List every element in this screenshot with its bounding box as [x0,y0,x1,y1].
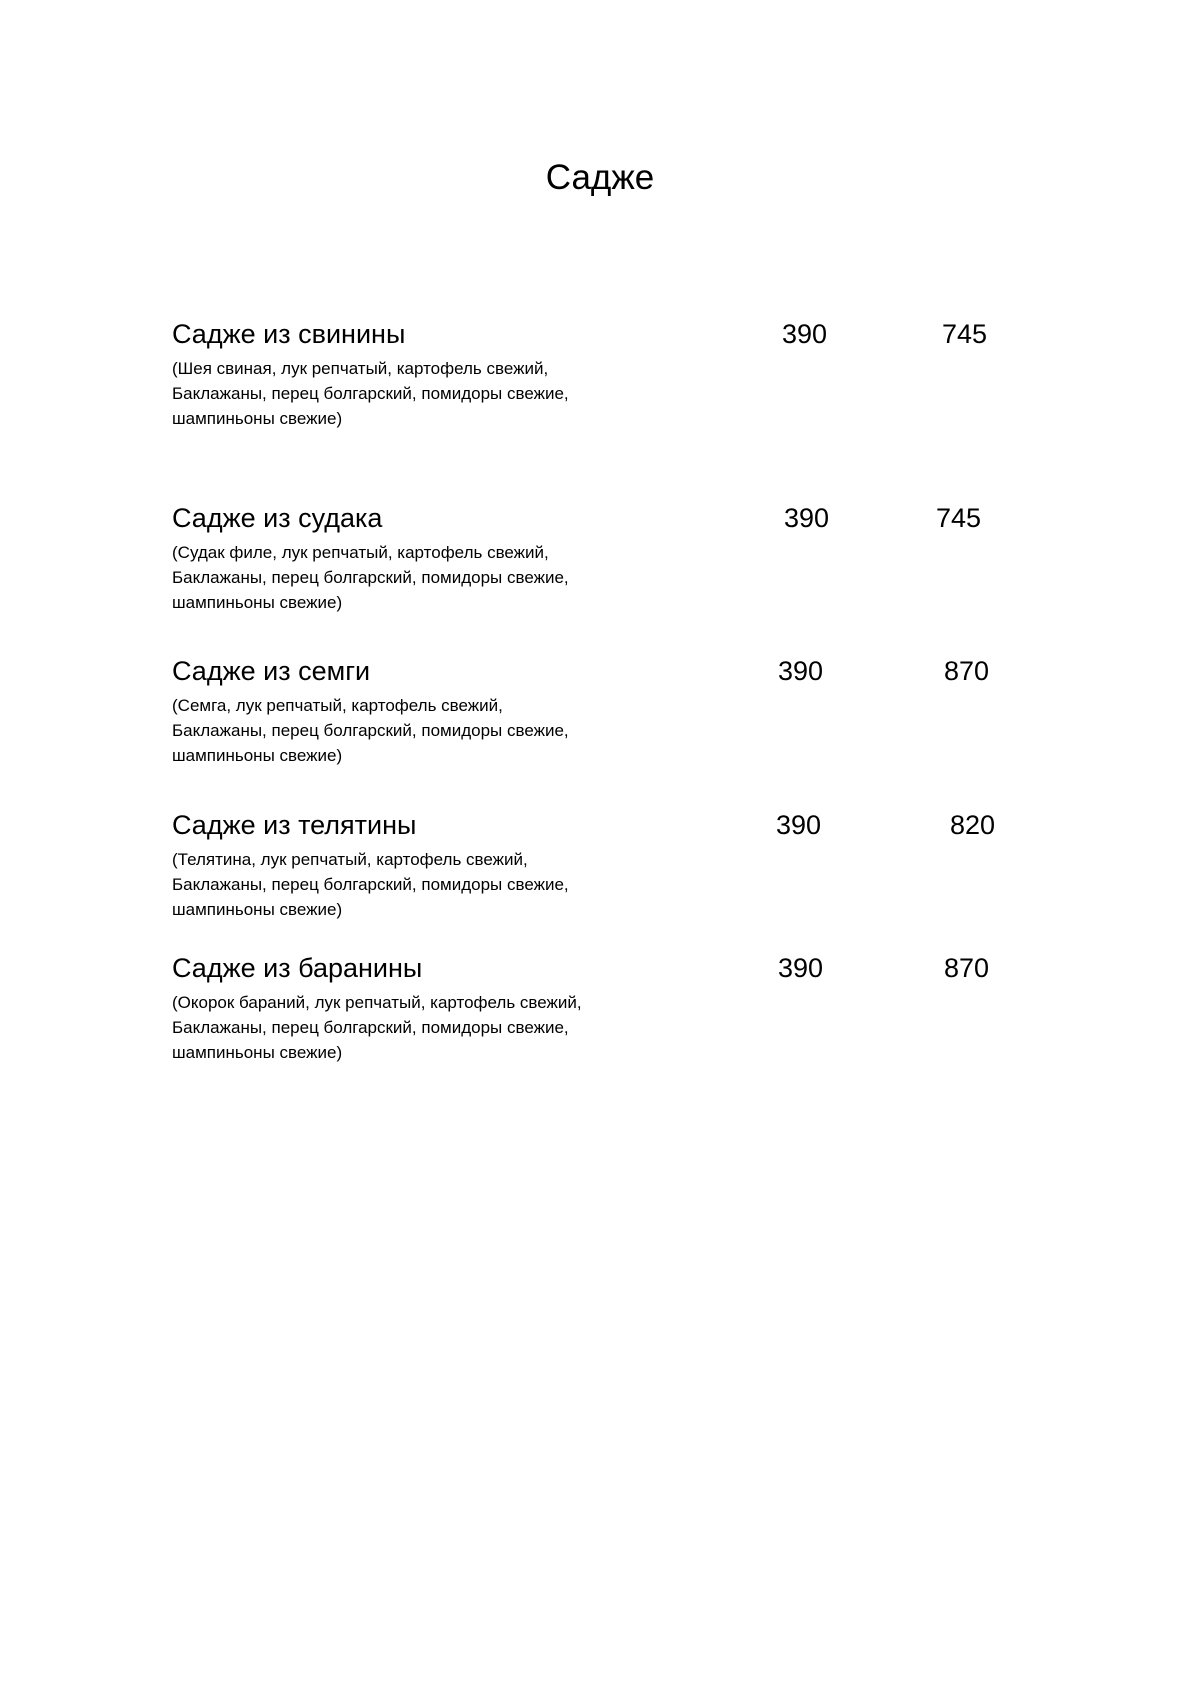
price-large: 745 [936,503,982,533]
menu-item [172,655,1022,768]
item-description-line: Баклажаны, перец болгарский, помидоры свежие, [172,384,569,403]
item-description-line: шампиньоны свежие) [172,746,343,765]
menu-item [172,502,1022,615]
item-name: Садже из судака [172,503,383,533]
price-small: 390 [778,953,824,983]
page-title: Садже [545,158,655,197]
price-small: 390 [778,656,824,686]
item-description-line: (Семга, лук репчатый, картофель свежий, [172,696,503,715]
price-large: 820 [950,810,996,840]
price-large: 870 [944,656,990,686]
menu-item [172,952,1022,1065]
item-description-line: Баклажаны, перец болгарский, помидоры свежие, [172,875,569,894]
item-description-line: Баклажаны, перец болгарский, помидоры свежие, [172,568,569,587]
item-description-line: шампиньоны свежие) [172,409,343,428]
item-description-line: (Шея свиная, лук репчатый, картофель свежий, [172,359,549,378]
item-description [172,540,1022,615]
item-description-line: шампиньоны свежие) [172,1043,343,1062]
item-description-line: (Судак филе, лук репчатый, картофель свежий, [172,543,549,562]
item-name: Садже из семги [172,656,371,686]
price-small: 390 [776,810,822,840]
price-large: 745 [942,319,988,349]
item-name: Садже из свинины [172,319,406,349]
item-description-line: (Телятина, лук репчатый, картофель свежий, [172,850,528,869]
item-description-line: Баклажаны, перец болгарский, помидоры свежие, [172,721,569,740]
item-description-line: шампиньоны свежие) [172,593,343,612]
item-description-line: Баклажаны, перец болгарский, помидоры свежие, [172,1018,569,1037]
item-description [172,847,1022,922]
price-large: 870 [944,953,990,983]
item-description [172,693,1022,768]
item-description-line: (Окорок бараний, лук репчатый, картофель свежий, [172,993,582,1012]
item-description [172,356,1022,431]
item-name: Садже из баранины [172,953,423,983]
menu-item [172,809,1022,922]
item-description [172,990,1022,1065]
menu-item [172,318,1022,431]
price-small: 390 [784,503,830,533]
price-small: 390 [782,319,828,349]
item-name: Садже из телятины [172,810,417,840]
item-description-line: шампиньоны свежие) [172,900,343,919]
